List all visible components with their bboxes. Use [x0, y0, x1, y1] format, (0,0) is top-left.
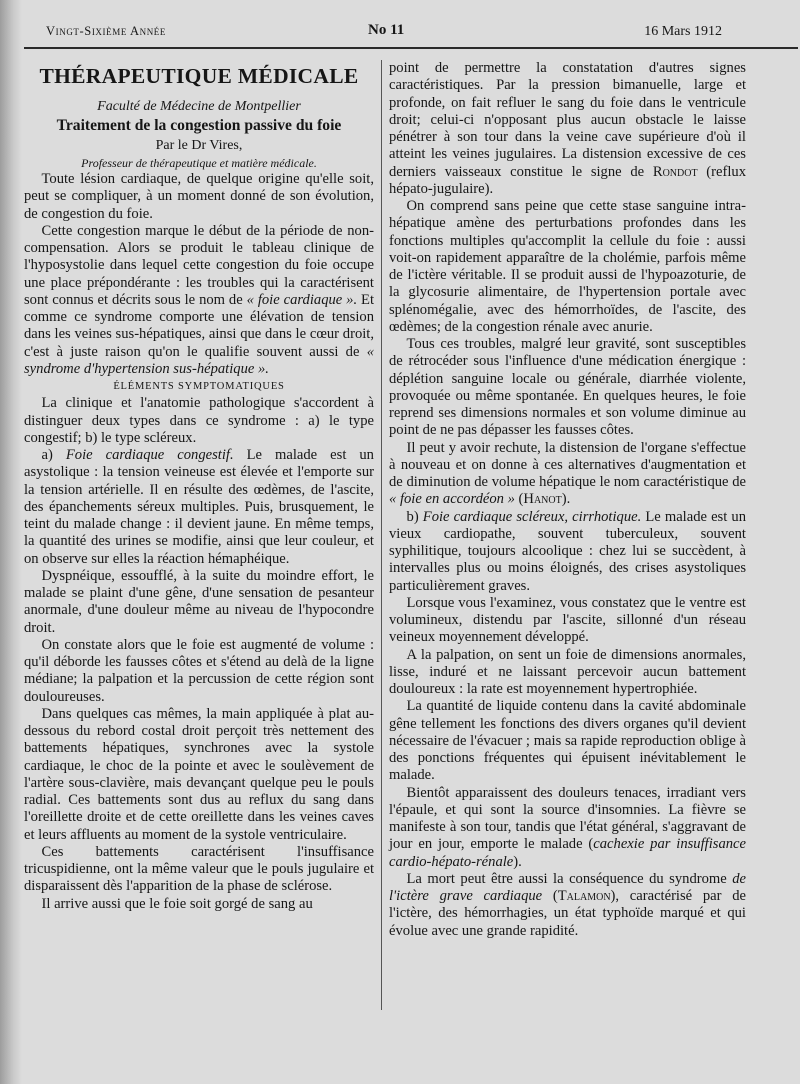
paragraph: Cette congestion marque le début de la période de non-compensation. Alors se produit le tableau clinique de l'hyposystolie dans lequel cette congestion du foie occupe une place prépondérante : les troubles qui la caractérisent sont connus et décrits sous le nom de « foie cardiaque ». Et comme ce syndrome comporte une élévation de tension dans les veines sus-hépatiques, ainsi que dans le cœur droit, c'est à juste raison qu'on le qualifie souvent aussi de « syndrome d'hypertension sus-hépatique ».: [24, 222, 375, 377]
article-title: Traitement de la congestion passive du foie: [56, 117, 342, 134]
paragraph: point de permettre la constatation d'autres signes caractéristiques. Par la pression bimanuelle, large et profonde, on fait refluer le sang du foie dans le ventricule droit; celui-ci n'opposant plus aucun obstacle le laisse pénétrer à son tour dans la veine cave supérieure d'où il atteint les veines jugulaires. La distension excessive de ces derniers vaisseaux constitue le signe de Rondot (reflux hépato-jugulaire).: [389, 60, 746, 197]
header-rule: [24, 47, 798, 49]
paragraph: a) Foie cardiaque congestif. Le malade est un asystolique : la tension veineuse est élevée et l'emporte sur la tension artérielle. Il en résulte des œdèmes, de l'ascite, des épanchements séreux multiples. Puis, brusquement, le teint du malade change : il devient jaune. En même temps, la quantité des urines se modifie, ainsi que leur couleur, et on observe sur elles la réaction hémaphéique.: [24, 447, 374, 567]
paragraph: Tous ces troubles, malgré leur gravité, sont susceptibles de rétrocéder sous l'influence d'une médication énergique : déplétion sanguine locale ou générale, diarrhée violente, provoquée ou même spontanée. En quelques heures, le foie reprend ses dimensions normales et son volume diminue au point de ne pas dépasser les fausses côtes.: [389, 336, 746, 439]
paragraph: Lorsque vous l'examinez, vous constatez que le ventre est volumineux, distendu par l'ascite, sillonné d'un réseau veineux moyennement développé.: [389, 594, 746, 646]
paragraph: Il arrive aussi que le foie soit gorgé de sang au: [41, 895, 313, 912]
running-header: [46, 22, 722, 44]
column-divider: [381, 60, 382, 1010]
paragraph: La mort peut être aussi la conséquence du syndrome de l'ictère grave cardiaque (Talamon), caractérisé par de l'ictère, des hémorrhagies, un état typhoïde marqué et qui évolue avec une grande rapidité.: [389, 870, 746, 939]
paragraph: Bientôt apparaissent des douleurs tenaces, irradiant vers l'épaule, et qui sont la source d'insomnies. La fièvre se manifeste à son tour, tandis que l'état général, s'aggravant de jour en jour, emporte le malade (cachexie par insuffisance cardio-hépato-rénale).: [389, 784, 747, 870]
paragraph: Ces battements caractérisent l'insuffisance tricuspidienne, ont la même valeur que le pouls jugulaire et disparaissent dès l'apparition de la phase de sclérose.: [24, 843, 374, 895]
paragraph: Dyspnéique, essoufflé, à la suite du moindre effort, le malade se plaint d'une gêne, d'une sensation de pesanteur anormale, d'une douleur même au niveau de l'hypocondre droit.: [24, 567, 374, 636]
left-column: [24, 60, 374, 913]
paragraph: La clinique et l'anatomie pathologique s'accordent à distinguer deux types dans ce syndrome : a) le type congestif; b) le type scléreux.: [24, 395, 374, 446]
issue-number: No 11: [368, 22, 405, 38]
page-fold-shadow: [0, 0, 22, 1084]
paragraph: Il peut y avoir rechute, la distension de l'organe s'effectue à nouveau et on donne à ces alternatives d'augmentation et de diminution de volume hépatique le nom caractéristique de « foie en accordéon » (Hanot).: [389, 439, 746, 508]
paragraph: Toute lésion cardiaque, de quelque origine qu'elle soit, peut se compliquer, à un moment donné de son évolution, de congestion du foie.: [24, 171, 374, 222]
issue-date: 16 Mars 1912: [644, 24, 722, 39]
paragraph: b) Foie cardiaque scléreux, cirrhotique. Le malade est un vieux cardiopathe, souvent tuberculeux, souvent syphilitique, toujours alcoolique : chez lui se succèdent, à intervalles plus ou moins éloignés, des crises asystoliques particulièrement graves.: [389, 508, 746, 594]
right-column: [389, 60, 746, 940]
paragraph: A la palpation, on sent un foie de dimensions anormales, lisse, induré et ne laissant percevoir aucun battement douloureux : la rate est moyennement hypertrophiée.: [389, 646, 746, 697]
paragraph: Dans quelques cas mêmes, la main appliquée à plat au-dessous du rebord costal droit perçoit très nettement des battements hépatiques, synchrones avec la systole cardiaque, le choc de la pointe et avec le soulèvement de l'artère sous-clavière, mais devançant quelque peu le pouls radial. Ces battements sont dus au reflux du sang dans l'oreillette droite et de cette oreillette dans les veines caves et leurs affluents au moment de la systole ventriculaire.: [24, 705, 374, 843]
paragraph: On constate alors que le foie est augmenté de volume : qu'il déborde les fausses côtes et s'étend au delà de la ligne médiane; la palpation et la percussion de cette région sont douloureuses.: [24, 636, 374, 705]
section-heading: ÉLÉMENTS SYMPTOMATIQUES: [113, 381, 285, 392]
byline: Par le Dr Vires,: [155, 138, 243, 153]
paragraph: La quantité de liquide contenu dans la cavité abdominale gêne tellement les fonctions des divers organes qu'il devient nécessaire de l'évacuer ; mais sa rapide reproduction oblige à des ponctions fréquentes qui épuisent inévitablement le malade.: [389, 698, 746, 784]
paragraph: On comprend sans peine que cette stase sanguine intra-hépatique amène des perturbations profondes dans les fonctions multiples qu'accomplit la cellule du foie : aussi voit-on rapidement apparaître de la cholémie, parfois même de l'ictère véritable. Il se produit aussi de l'hypoazoturie, de la glycosurie alimentaire, de l'hypertension portale avec splénomégalie, avec des hémorrhoïdes, de l'ascite, des œdèmes; de la congestion rénale avec anurie.: [389, 198, 746, 335]
volume-year: Vingt-Sixième Année: [46, 24, 166, 38]
rubric-title: THÉRAPEUTIQUE MÉDICALE: [39, 64, 359, 88]
faculty-line: Faculté de Médecine de Montpellier: [97, 99, 301, 114]
author-title: Professeur de thérapeutique et matière médicale.: [81, 156, 317, 170]
